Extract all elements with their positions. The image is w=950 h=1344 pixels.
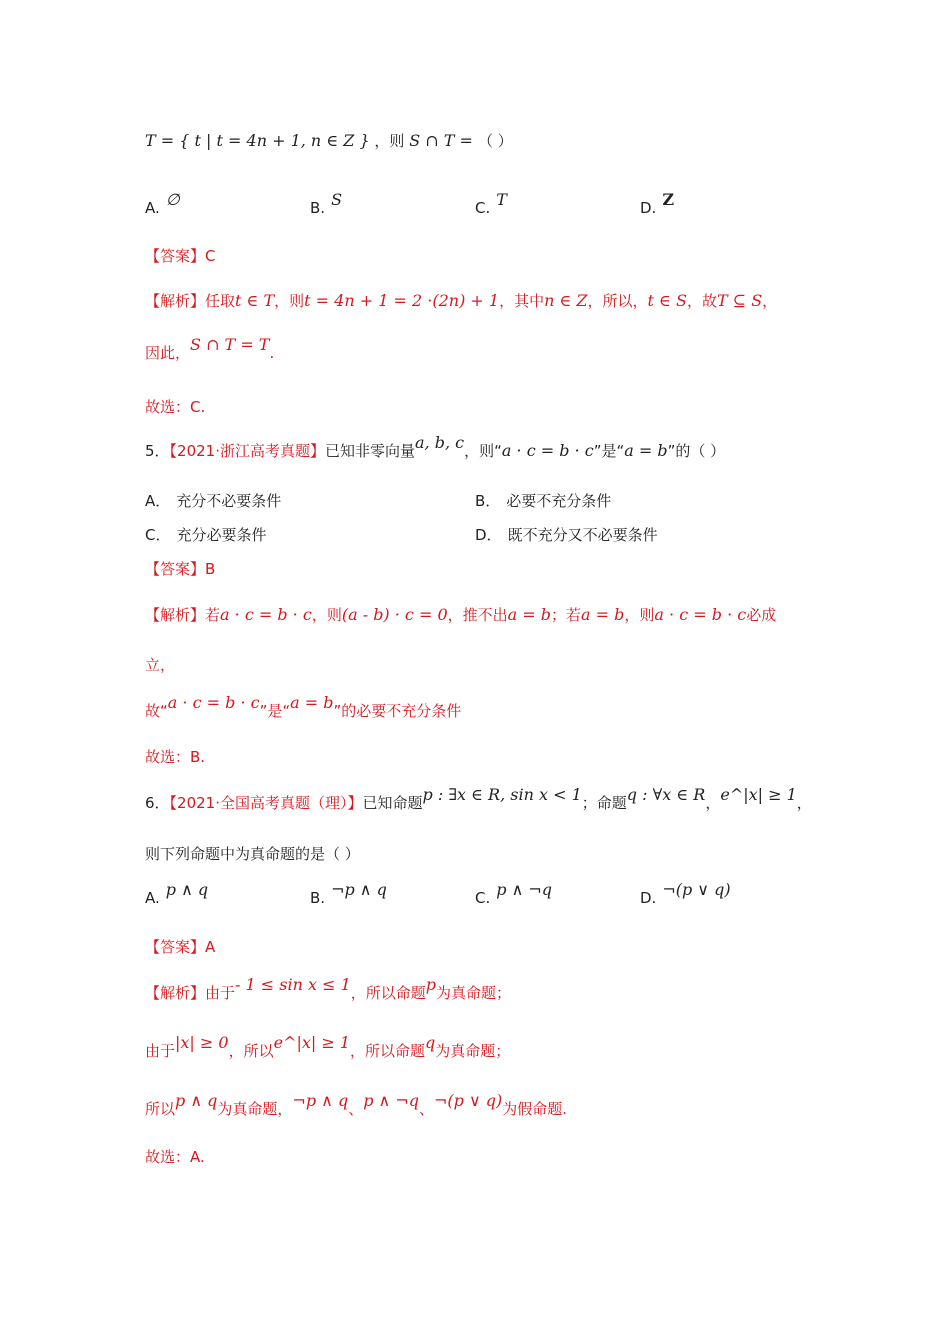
q6-choose: 故选：A. — [145, 1148, 205, 1166]
q6-option-b: B. ¬p ∧ q — [310, 880, 387, 907]
q6-option-d: D. ¬(p ∨ q) — [640, 880, 731, 907]
q6-analysis-3: 所以p ∧ q为真命题，¬p ∧ q、p ∧ ¬q、¬(p ∨ q)为假命题. — [145, 1091, 568, 1118]
q4-option-a: A. ∅ — [145, 190, 180, 217]
q4-choose: 故选：C. — [145, 398, 206, 416]
q4-therefore: 因此，S ∩ T = T. — [145, 335, 275, 362]
q6-answer: 【答案】A — [145, 938, 216, 956]
q6-analysis-2: 由于|x| ≥ 0，所以e^|x| ≥ 1，所以命题q为真命题； — [145, 1033, 511, 1060]
q6-stem-line2: 则下列命题中为真命题的是（ ） — [145, 845, 360, 863]
q5-conclusion: 故“a · c = b · c”是“a = b”的必要不充分条件 — [145, 693, 462, 720]
q5-option-d: D． 既不充分又不必要条件 — [475, 526, 658, 544]
q6-analysis-1: 【解析】由于- 1 ≤ sin x ≤ 1，所以命题p为真命题； — [145, 975, 512, 1002]
q6-source-tag: 【2021·全国高考真题（理）】 — [169, 794, 363, 812]
q4-option-b: B. S — [310, 190, 343, 217]
q5-option-c: C． 充分必要条件 — [145, 526, 267, 544]
q6-stem: 6．【2021·全国高考真题（理）】已知命题p : ∃x ∈ R, sin x < 1；命题q : ∀x ∈ R，e^|x| ≥ 1， — [145, 785, 812, 812]
q4-option-c: C. T — [475, 190, 507, 217]
q5-option-a: A． 充分不必要条件 — [145, 492, 282, 510]
q4-option-d: D. Z — [640, 190, 675, 217]
q4-analysis: 【解析】任取t ∈ T，则t = 4n + 1 = 2 ·(2n) + 1，其中n ∈ Z，所以，t ∈ S，故T ⊆ S， — [145, 291, 778, 310]
q6-option-a: A. p ∧ q — [145, 880, 209, 907]
q5-source-tag: 【2021·浙江高考真题】 — [169, 442, 325, 460]
q4-answer: 【答案】C — [145, 247, 216, 265]
q4-set-t: T = { t | t = 4n + 1, n ∈ Z } — [145, 131, 370, 150]
q5-choose: 故选：B. — [145, 748, 206, 766]
q6-option-c: C. p ∧ ¬q — [475, 880, 553, 907]
q5-analysis: 【解析】若a · c = b · c，则(a - b) · c = 0，推不出a = b；若a = b，则a · c = b · c必成 — [145, 605, 777, 624]
q5-answer: 【答案】B — [145, 560, 216, 578]
q5-option-b: B． 必要不充分条件 — [475, 492, 612, 510]
q5-analysis-line2: 立， — [145, 656, 176, 674]
q4-intersection: S ∩ T = — [409, 131, 479, 150]
q4-stem-line: T = { t | t = 4n + 1, n ∈ Z } ，则 S ∩ T = （ ） — [145, 131, 513, 150]
q5-stem: 5．【2021·浙江高考真题】已知非零向量a, b, c，则“a · c = b · c”是“a = b”的（ ） — [145, 433, 726, 460]
